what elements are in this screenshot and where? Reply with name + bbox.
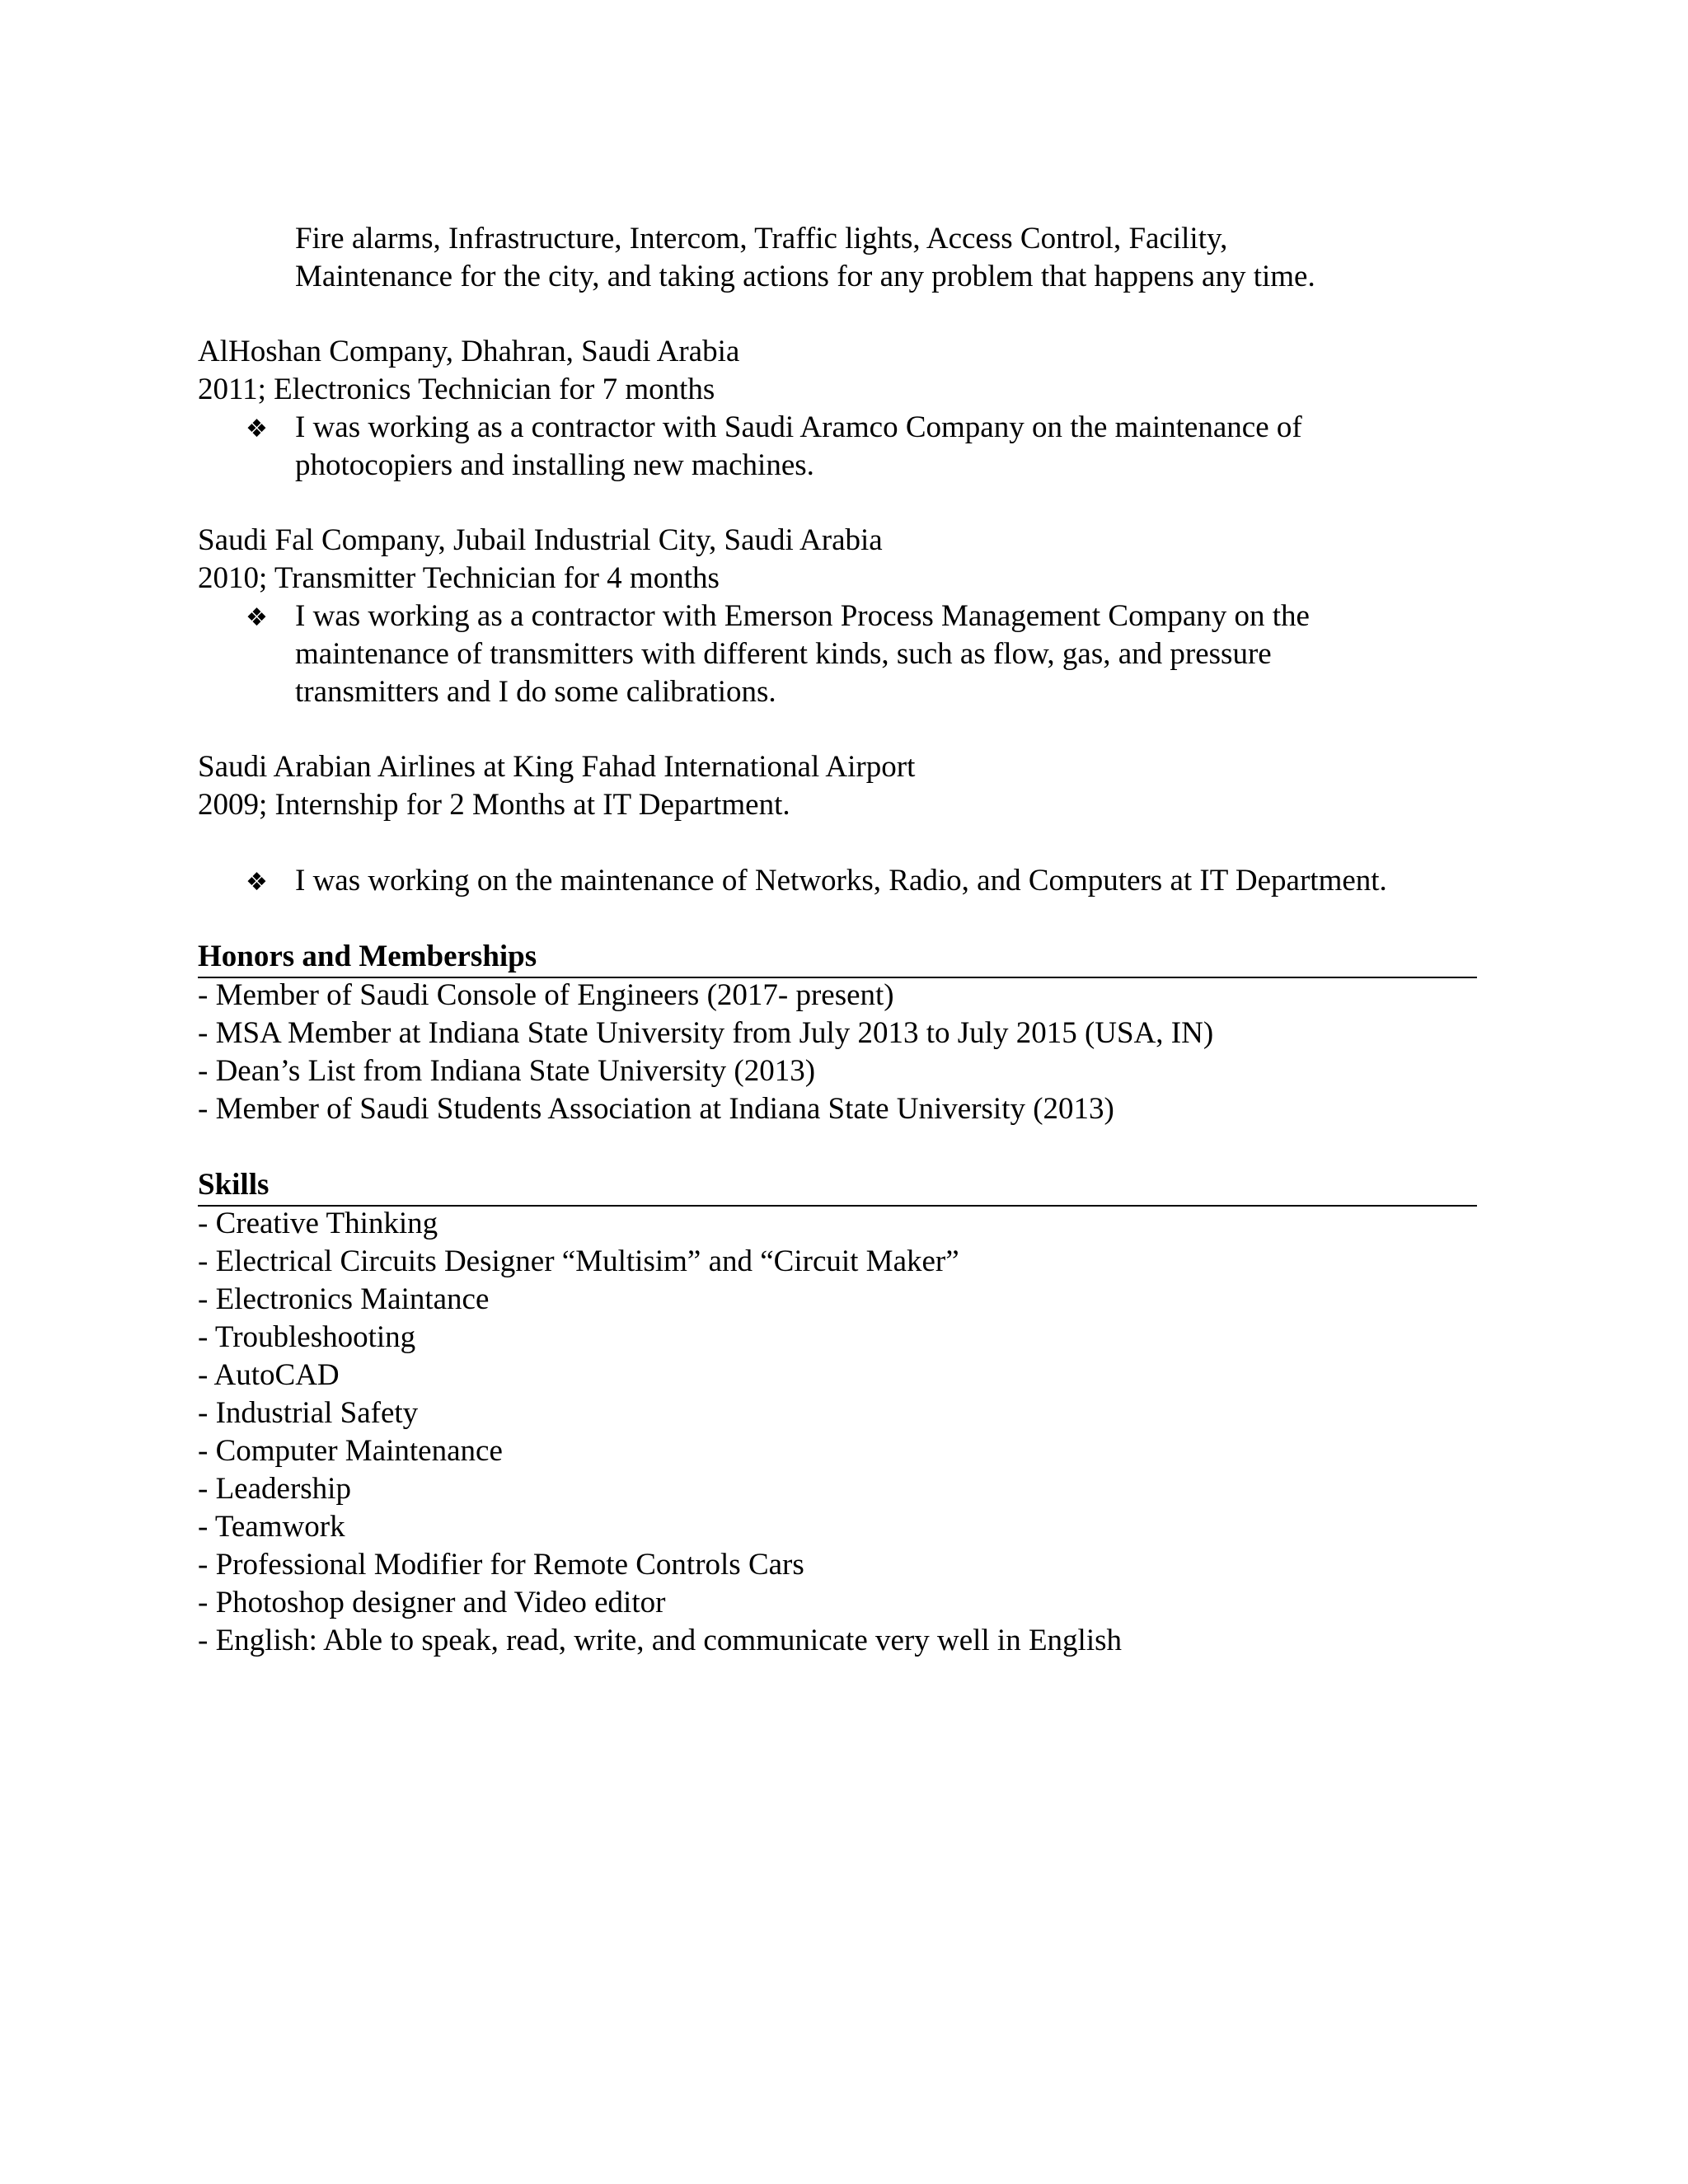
skill-item: - Electronics Maintance <box>198 1282 490 1316</box>
honor-item: - Member of Saudi Console of Engineers (2017- present) <box>198 978 894 1012</box>
continuation-line: Fire alarms, Infrastructure, Intercom, Traffic lights, Access Control, Facility, <box>295 222 1228 255</box>
skill-item: - Electrical Circuits Designer “Multisim” and “Circuit Maker” <box>198 1244 959 1278</box>
skill-item: - Leadership <box>198 1472 351 1506</box>
job-role: 2010; Transmitter Technician for 4 months <box>198 561 720 595</box>
continuation-line: Maintenance for the city, and taking actions for any problem that happens any time. <box>295 260 1315 293</box>
bullet-continuation: transmitters and I do some calibrations. <box>295 675 776 709</box>
skill-item: - Creative Thinking <box>198 1207 438 1240</box>
skill-item: - Industrial Safety <box>198 1396 419 1430</box>
job-company: Saudi Fal Company, Jubail Industrial City, Saudi Arabia <box>198 523 883 557</box>
diamond-bullet-icon: ❖ <box>246 868 268 897</box>
skill-item: - Professional Modifier for Remote Controls Cars <box>198 1548 804 1582</box>
job-bullet-line <box>246 598 1310 637</box>
skill-item: - Computer Maintenance <box>198 1434 503 1468</box>
section-heading-honors: Honors and Memberships <box>198 940 537 973</box>
honor-item: - Dean’s List from Indiana State University (2013) <box>198 1054 816 1088</box>
job-bullet-line <box>246 862 1387 902</box>
skill-item: - Photoshop designer and Video editor <box>198 1586 666 1619</box>
bullet-text: I was working on the maintenance of Networks, Radio, and Computers at IT Department. <box>295 864 1387 898</box>
skill-item: - AutoCAD <box>198 1358 340 1392</box>
job-role: 2009; Internship for 2 Months at IT Department. <box>198 788 790 822</box>
skill-item: - English: Able to speak, read, write, and communicate very well in English <box>198 1624 1123 1657</box>
skill-item: - Troubleshooting <box>198 1320 416 1354</box>
job-bullet-line <box>246 409 1302 448</box>
bullet-continuation: maintenance of transmitters with different kinds, such as flow, gas, and pressure <box>295 637 1272 671</box>
section-heading-skills: Skills <box>198 1168 270 1202</box>
bullet-text: I was working as a contractor with Emerson Process Management Company on the <box>295 599 1310 633</box>
job-role: 2011; Electronics Technician for 7 months <box>198 373 715 406</box>
diamond-bullet-icon: ❖ <box>246 603 268 632</box>
bullet-text: I was working as a contractor with Saudi Aramco Company on the maintenance of <box>295 410 1302 444</box>
honor-item: - MSA Member at Indiana State University from July 2013 to July 2015 (USA, IN) <box>198 1016 1214 1050</box>
job-company: AlHoshan Company, Dhahran, Saudi Arabia <box>198 335 740 368</box>
job-company: Saudi Arabian Airlines at King Fahad International Airport <box>198 750 916 784</box>
honor-item: - Member of Saudi Students Association at Indiana State University (2013) <box>198 1092 1114 1126</box>
skill-item: - Teamwork <box>198 1510 345 1544</box>
bullet-continuation: photocopiers and installing new machines. <box>295 448 814 482</box>
diamond-bullet-icon: ❖ <box>246 415 268 443</box>
